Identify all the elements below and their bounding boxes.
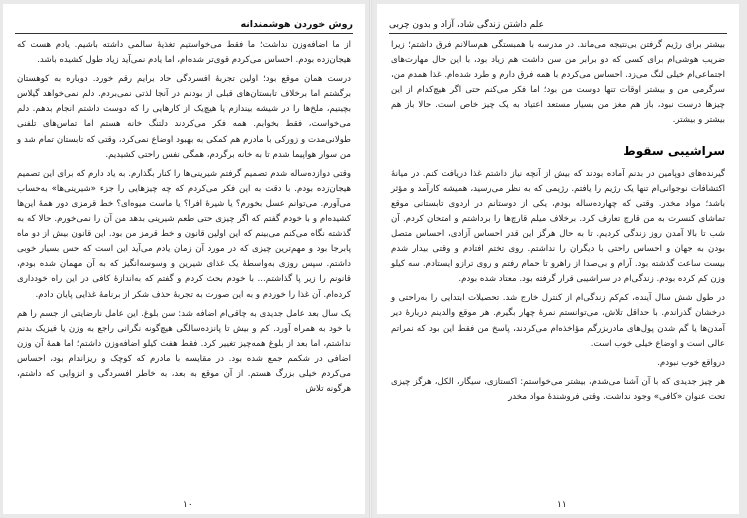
book-spine xyxy=(369,0,372,518)
right-paragraph-1: گیرنده‌های دوپامین در بدنم آماده بودند که بیش از آنچه نیاز داشتم غذا دریافت کنم. در میانهٔ اکتشافات نوجوانی‌ام تنها یک رژیم را یافتم. رژیمی که به نظر می‌رسید، همیشه کارآمد و مؤثر باشد؛ مواد مخدر. وقتی که چهارده‌ساله بودم، یکی از دوستانم در اردوی تابستانی موقع تماشای کنسرت به من قارچ تعارف کرد. برخلاف میلم قارچ‌ها را برداشتم و امتحان کردم. آن شب تا بالا آمدن روز زندگی کردیم. تا به حال هرگز این قدر احساس آزادی، احساس متصل بودن به جهان و احساس راحتی با دیگران را نداشتم. روی تختم افتادم و وقتی بیدار شدم بیست ساعت گذشته بود. آرام و بی‌صدا از راهرو تا حمام رفتم و روی ترازو ایستادم. سه کیلو وزن کم کرده بودم. زندگی‌ام در سراشیبی قرار گرفته بود. معتاد شده بودم. xyxy=(391,168,725,285)
right-header-title: علم داشتن زندگی شاد، آزاد و بدون چربی xyxy=(389,20,544,30)
left-paragraph-3: وقتی دوازده‌ساله شدم تصمیم گرفتم شیرینی‌ها را کنار بگذارم. به یاد دارم که برای این تصمیم هیجان‌زده بودم. با دقت به این فکر می‌کردم که چه چیزهایی را جزء «شیرینی‌ها» به‌حساب می‌آورم. می‌توانم عسل بخورم؟ یا شیرهٔ افرا؟ یا ماست میوه‌ای؟ خط قرمزی دور همهٔ این‌ها کشیده‌ام و با خودم گفتم که اگر چیزی حتی طعم شیرینی بدهد من آن را نمی‌خورم. حالا که به گذشته نگاه می‌کنم می‌بینم که این اولین قانون و خط قرمز من بود. این قانون بیش از دو ماه پابرجا بود و مهم‌ترین چیزی که در مورد آن زمان یادم می‌آید این است که حس بسیار خوبی داشتم. سپس روزی به‌واسطهٔ یک غذای شیرین و وسوسه‌انگیز که به آن مهمان شده بودم، قانونم را زیر پا گذاشتم... با خودم بحث کردم و گفتم که به‌اندازهٔ کافی در این راه خودداری کرده‌ام. آن غذا را خوردم و به این صورت به تجربهٔ حذف شکر از برنامهٔ غذایی پایان دادم. xyxy=(17,168,351,300)
left-paragraph-2: درست همان موقع بود؛ اولین تجربهٔ افسردگی حاد برایم رقم خورد. دوباره به کوهستان برگشتم اما برخلاف تابستان‌های قبلی از بودنم در آنجا لذتی نمی‌بردم. دلم نمی‌خواهد گیلاس بچینیم، ملخ‌ها را در شیشه بیندازم یا هیچ‌یک از کارهایی را که دوست داشتم انجام بدهم. دلم می‌خواست، فقط بخوابم. همه فکر می‌کردند دلتنگ خانه هستم اما تماس‌های تلفنی طولانی‌مدت و زورکی با مادرم هم کمکی به بهبود اوضاع نمی‌کرد، وقتی که تابستان تمام شد و من سوار هواپیما شدم تا به خانه برگردم، همگی نفس راحتی کشیدیم. xyxy=(17,74,351,160)
left-paragraph-1: از ما اضافه‌وزن نداشت؛ ما فقط می‌خواستیم تغذیهٔ سالمی داشته باشیم. یادم هست که هیجان‌زده بودم. احساس می‌کردم قوی‌تر شده‌ام، اما یادم نمی‌آید زیاد طول کشیده باشد. xyxy=(17,40,351,66)
left-header-title: روش خوردن هوشمندانه xyxy=(240,19,353,30)
right-paragraph-3: درواقع خوب نبودم. xyxy=(657,357,725,368)
left-page-number: ۱۰ xyxy=(183,500,193,510)
right-running-header xyxy=(389,10,727,34)
right-page-body xyxy=(391,38,725,492)
right-page xyxy=(377,4,739,514)
left-paragraph-4: یک سال بعد عامل جدیدی به چاقی‌ام اضافه شد: سن بلوغ. این عامل نارضایتی از جسم را هم با خود به همراه آورد. کم و بیش تا پانزده‌سالگی هیچ‌گونه نگرانی راجع به وزن یا فیزیک بدنم نداشتم، اما بعد از بلوغ همه‌چیز تغییر کرد. فقط هفت کیلو اضافه‌وزن داشتم؛ اما همهٔ آن وزن اضافی در شکمم جمع شده بود. در مقایسه با مادرم که کوچک و ریزاندام بود، احساس می‌کردم خیلی بزرگ هستم. از آن موقع به بعد، به خاطر افسردگی و انزوایی که داشتم، هرگونه تلاش xyxy=(17,308,351,395)
left-running-header xyxy=(15,10,353,34)
left-page xyxy=(3,4,365,514)
right-page-number: ۱۱ xyxy=(557,500,567,510)
right-paragraph-4: هر چیز جدیدی که با آن آشنا می‌شدم، بیشتر می‌خواستم: اکستازی، سیگار، الکل، هرگز چیزی تحت عنوان «کافی» وجود نداشت. وقتی فروشندهٔ مواد مخدر xyxy=(391,376,725,402)
left-page-body xyxy=(17,38,351,492)
section-title: سراشیبی سقوط xyxy=(623,143,725,158)
right-paragraph-2: در طول شش سال آینده، کم‌کم زندگی‌ام از کنترل خارج شد. تحصیلات ابتدایی را به‌راحتی و درخشان گذراندم. با حداقل تلاش، می‌توانستم نمرهٔ چهار بگیرم. هر موقع والدینم دربارهٔ دیر آمدن‌ها یا گم شدن پول‌های مادربزرگم مؤاخذه‌ام می‌کردند، پاسخ من فقط این بود که نمراتم عالی است و اوضاع خیلی خوب است. xyxy=(391,293,725,349)
right-intro-paragraph: بیشتر برای رژیم گرفتن بی‌نتیجه می‌ماند. در مدرسه با همبستگی هم‌سالانم فرق داشتم؛ زیرا ضریب هوشی‌ام برای کسی که دو برابر من سن داشت هم زیاد بود، با این حال مهارت‌های اجتماعی‌ام خیلی لنگ می‌زد. احساس می‌کردم با همه فرق دارم و طرد شده‌ام. غذا همدم من، سرگرمی من و بیشتر اوقات تنها دوست من بود؛ اما فکر می‌کنم حتی اگر هیچ‌کدام از این چیزها درست نبود، باز هم مغز من بسیار مستعد اعتیاد به یک چیز خاص است. حالا باز هم بیشتر و بیشتر. xyxy=(391,40,725,126)
